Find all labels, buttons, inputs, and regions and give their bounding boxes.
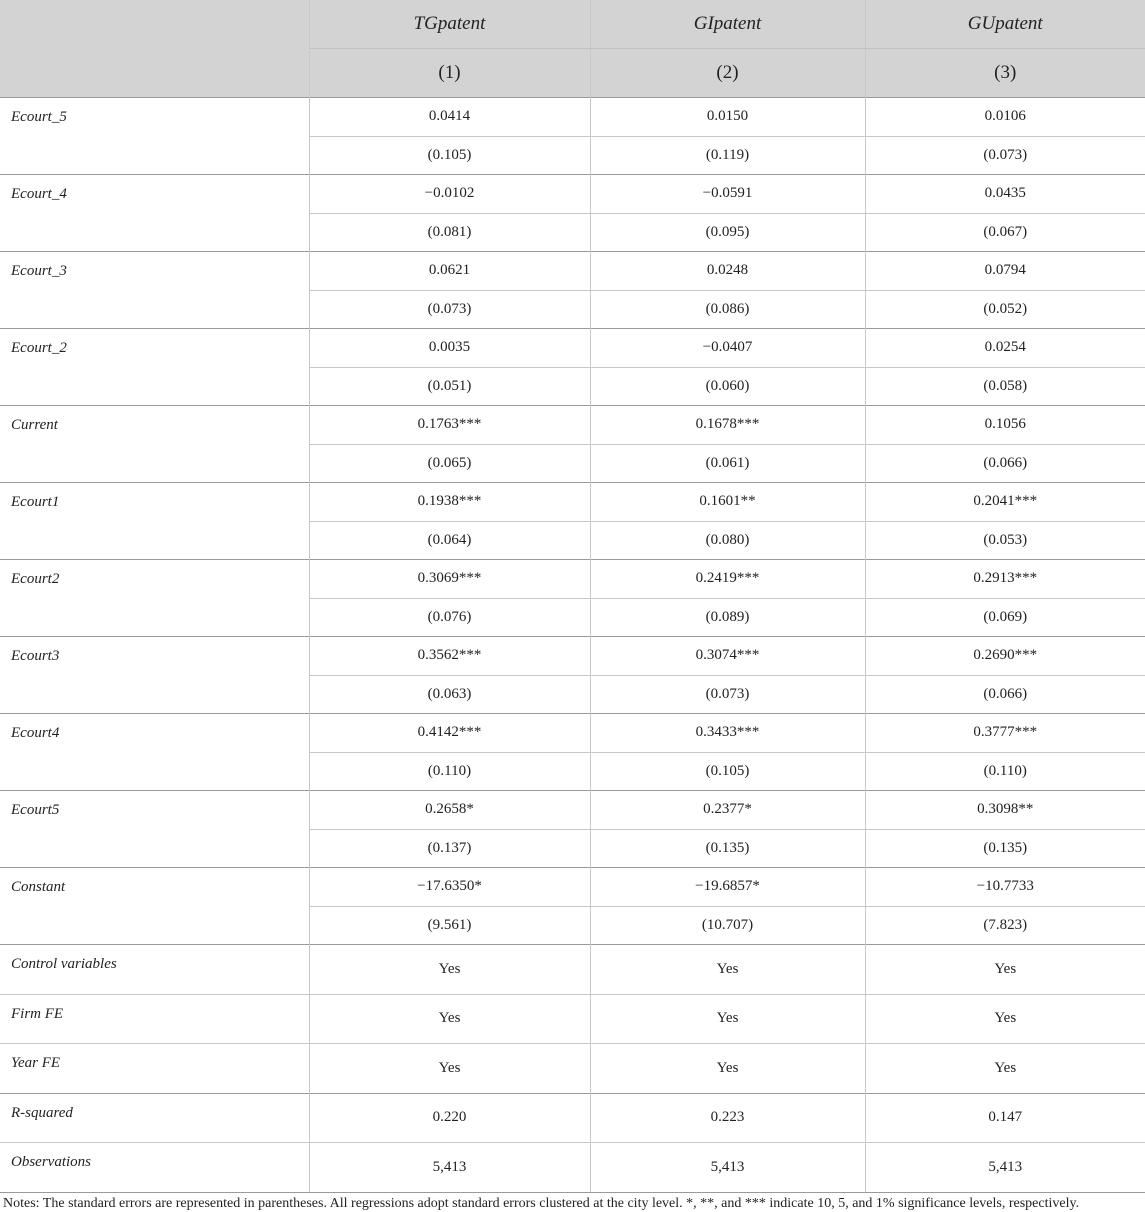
row-label: Ecourt5 — [0, 791, 309, 868]
column-header: GUpatent — [865, 0, 1145, 49]
coef-cell: 0.3433*** — [590, 714, 865, 753]
coef-cell: 0.0248 — [590, 252, 865, 291]
column-header: TGpatent — [309, 0, 590, 49]
coef-cell: 0.0106 — [865, 98, 1145, 137]
se-cell: (0.073) — [309, 290, 590, 329]
coef-cell: 0.2419*** — [590, 560, 865, 599]
coef-cell: 0.2690*** — [865, 637, 1145, 676]
se-cell: (0.073) — [590, 675, 865, 714]
stat-row — [0, 1093, 1145, 1143]
table-body — [0, 98, 1145, 1193]
coef-cell: 0.3069*** — [309, 560, 590, 599]
stat-cell: Yes — [865, 945, 1145, 995]
row-label: Ecourt_4 — [0, 175, 309, 252]
coef-cell: −17.6350* — [309, 868, 590, 907]
row-label: R-squared — [0, 1093, 309, 1143]
se-cell: (0.089) — [590, 598, 865, 637]
coef-cell: 0.3098** — [865, 791, 1145, 830]
row-label: Ecourt_3 — [0, 252, 309, 329]
coef-cell: 0.4142*** — [309, 714, 590, 753]
coef-cell: 0.1056 — [865, 406, 1145, 445]
row-label: Firm FE — [0, 994, 309, 1044]
row-label: Ecourt2 — [0, 560, 309, 637]
coef-cell: 0.2377* — [590, 791, 865, 830]
coef-cell: −10.7733 — [865, 868, 1145, 907]
se-cell: (0.095) — [590, 213, 865, 252]
coef-cell: 0.3562*** — [309, 637, 590, 676]
coef-cell: 0.3074*** — [590, 637, 865, 676]
coef-row — [0, 175, 1145, 214]
coef-cell: 0.0150 — [590, 98, 865, 137]
coef-row — [0, 637, 1145, 676]
se-cell: (0.110) — [309, 752, 590, 791]
table-notes: Notes: The standard errors are represented in parentheses. All regressions adopt standard errors clustered at the city level. *, **, and *** indicate 10, 5, and 1% significance levels, respectively. — [3, 1195, 1080, 1211]
se-cell: (0.065) — [309, 444, 590, 483]
header-blank-cell — [0, 0, 309, 49]
coef-row — [0, 560, 1145, 599]
se-cell: (0.110) — [865, 752, 1145, 791]
column-number: (3) — [865, 49, 1145, 98]
column-number: (2) — [590, 49, 865, 98]
row-label: Ecourt1 — [0, 483, 309, 560]
se-cell: (0.081) — [309, 213, 590, 252]
stat-row — [0, 1143, 1145, 1193]
coef-cell: 0.0254 — [865, 329, 1145, 368]
row-label: Ecourt3 — [0, 637, 309, 714]
coef-row — [0, 329, 1145, 368]
coef-cell: 0.0414 — [309, 98, 590, 137]
coef-row — [0, 252, 1145, 291]
se-cell: (0.135) — [865, 829, 1145, 868]
se-cell: (0.105) — [309, 136, 590, 175]
stat-cell: Yes — [309, 945, 590, 995]
se-cell: (0.069) — [865, 598, 1145, 637]
se-cell: (0.080) — [590, 521, 865, 560]
coef-row — [0, 714, 1145, 753]
stat-row — [0, 1044, 1145, 1094]
stat-cell: Yes — [590, 994, 865, 1044]
coef-row — [0, 98, 1145, 137]
se-cell: (0.061) — [590, 444, 865, 483]
se-cell: (0.066) — [865, 444, 1145, 483]
row-label: Observations — [0, 1143, 309, 1193]
se-cell: (0.064) — [309, 521, 590, 560]
header-blank-cell — [0, 49, 309, 98]
column-number: (1) — [309, 49, 590, 98]
se-cell: (0.052) — [865, 290, 1145, 329]
row-label: Year FE — [0, 1044, 309, 1094]
se-cell: (0.058) — [865, 367, 1145, 406]
coef-row — [0, 483, 1145, 522]
row-label: Constant — [0, 868, 309, 945]
stat-cell: Yes — [590, 945, 865, 995]
coef-cell: 0.0794 — [865, 252, 1145, 291]
row-label: Ecourt_5 — [0, 98, 309, 175]
coef-row — [0, 791, 1145, 830]
row-label: Current — [0, 406, 309, 483]
stat-cell: 5,413 — [865, 1143, 1145, 1193]
row-label: Control variables — [0, 945, 309, 995]
row-label: Ecourt_2 — [0, 329, 309, 406]
header-row-names — [0, 0, 1145, 49]
stat-row — [0, 945, 1145, 995]
coef-cell: 0.0035 — [309, 329, 590, 368]
column-header: GIpatent — [590, 0, 865, 49]
stat-cell: 0.220 — [309, 1093, 590, 1143]
se-cell: (0.137) — [309, 829, 590, 868]
coef-row — [0, 406, 1145, 445]
stat-cell: Yes — [309, 994, 590, 1044]
se-cell: (0.063) — [309, 675, 590, 714]
stat-cell: Yes — [865, 1044, 1145, 1094]
se-cell: (10.707) — [590, 906, 865, 945]
coef-row — [0, 868, 1145, 907]
se-cell: (0.060) — [590, 367, 865, 406]
coef-cell: −19.6857* — [590, 868, 865, 907]
stat-cell: Yes — [309, 1044, 590, 1094]
coef-cell: 0.1601** — [590, 483, 865, 522]
se-cell: (0.135) — [590, 829, 865, 868]
se-cell: (0.053) — [865, 521, 1145, 560]
se-cell: (0.105) — [590, 752, 865, 791]
row-label: Ecourt4 — [0, 714, 309, 791]
se-cell: (0.067) — [865, 213, 1145, 252]
stat-cell: 0.223 — [590, 1093, 865, 1143]
coef-cell: 0.0435 — [865, 175, 1145, 214]
se-cell: (0.119) — [590, 136, 865, 175]
se-cell: (0.051) — [309, 367, 590, 406]
se-cell: (0.073) — [865, 136, 1145, 175]
header-row-numbers — [0, 49, 1145, 98]
coef-cell: −0.0102 — [309, 175, 590, 214]
coef-cell: 0.1763*** — [309, 406, 590, 445]
se-cell: (7.823) — [865, 906, 1145, 945]
se-cell: (0.066) — [865, 675, 1145, 714]
coef-cell: 0.1678*** — [590, 406, 865, 445]
coef-cell: −0.0407 — [590, 329, 865, 368]
coef-cell: 0.2658* — [309, 791, 590, 830]
coef-cell: 0.2041*** — [865, 483, 1145, 522]
stat-cell: Yes — [590, 1044, 865, 1094]
stat-cell: 0.147 — [865, 1093, 1145, 1143]
coef-cell: 0.3777*** — [865, 714, 1145, 753]
stat-cell: 5,413 — [590, 1143, 865, 1193]
stat-row — [0, 994, 1145, 1044]
stat-cell: Yes — [865, 994, 1145, 1044]
coef-cell: 0.0621 — [309, 252, 590, 291]
coef-cell: 0.2913*** — [865, 560, 1145, 599]
coef-cell: −0.0591 — [590, 175, 865, 214]
se-cell: (0.076) — [309, 598, 590, 637]
stat-cell: 5,413 — [309, 1143, 590, 1193]
se-cell: (9.561) — [309, 906, 590, 945]
se-cell: (0.086) — [590, 290, 865, 329]
coef-cell: 0.1938*** — [309, 483, 590, 522]
